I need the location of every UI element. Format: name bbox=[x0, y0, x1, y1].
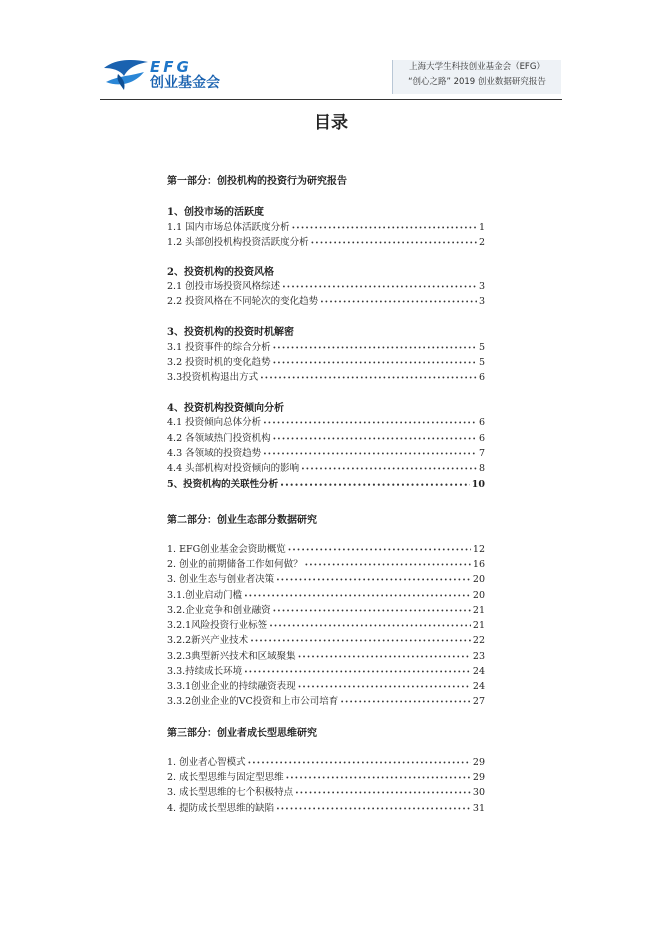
toc-entry[interactable] bbox=[167, 800, 485, 814]
toc-entry[interactable] bbox=[167, 430, 485, 444]
toc-page: 23 bbox=[472, 651, 485, 662]
leader-dots bbox=[288, 544, 471, 555]
logo-cn-text: 创业基金会 bbox=[150, 75, 220, 91]
section-4-title: 4、投资机构投资倾向分析 bbox=[167, 403, 284, 414]
toc-label: 2.1 创投市场投资风格综述 bbox=[167, 281, 281, 292]
toc-label: 4.1 投资倾向总体分析 bbox=[167, 417, 262, 428]
toc-entry[interactable] bbox=[167, 339, 485, 353]
toc-entry[interactable] bbox=[167, 541, 485, 555]
leader-dots bbox=[340, 696, 471, 707]
section-3-title: 3、投资机构的投资时机解密 bbox=[167, 327, 294, 338]
toc-label: 3.2.3典型新兴技术和区域聚集 bbox=[167, 651, 296, 662]
toc-page: 29 bbox=[472, 772, 485, 783]
header-divider bbox=[100, 99, 562, 100]
toc-page: 5 bbox=[478, 342, 485, 353]
toc-page: 27 bbox=[472, 696, 485, 707]
toc-page: 5 bbox=[478, 357, 485, 368]
toc-label: 3.2 投资时机的变化趋势 bbox=[167, 357, 271, 368]
toc-page: 16 bbox=[472, 559, 485, 570]
report-header-box bbox=[392, 60, 561, 94]
toc-page: 20 bbox=[472, 574, 485, 585]
toc-label: 3.2.企业竞争和创业融资 bbox=[167, 605, 271, 616]
toc-label: 3.3投资机构退出方式 bbox=[167, 372, 259, 383]
toc-page: 1 bbox=[478, 222, 485, 233]
leader-dots bbox=[298, 681, 471, 692]
toc-page: 31 bbox=[472, 803, 485, 814]
leader-dots bbox=[244, 590, 471, 601]
toc-entry[interactable] bbox=[167, 293, 485, 307]
leader-dots bbox=[273, 433, 477, 444]
toc-entry[interactable] bbox=[167, 369, 485, 383]
leader-dots bbox=[286, 772, 471, 783]
toc-page: 8 bbox=[478, 463, 485, 474]
toc-label: 3.2.2新兴产业技术 bbox=[167, 635, 249, 646]
leader-dots bbox=[282, 281, 477, 292]
toc-label: 3.2.1风险投资行业标签 bbox=[167, 620, 268, 631]
leader-dots bbox=[248, 757, 471, 768]
toc-entry[interactable] bbox=[167, 460, 485, 474]
toc-entry[interactable] bbox=[167, 571, 485, 585]
toc-entry[interactable] bbox=[167, 632, 485, 646]
toc-page: 29 bbox=[472, 757, 485, 768]
leader-dots bbox=[301, 463, 477, 474]
toc-label: 4.2 各领域热门投资机构 bbox=[167, 433, 271, 444]
toc-entry[interactable] bbox=[167, 663, 485, 677]
section-2-title: 2、投资机构的投资风格 bbox=[167, 267, 274, 278]
page-header bbox=[0, 0, 662, 100]
toc-page: 30 bbox=[472, 787, 485, 798]
toc-label: 3. 创业生态与创业者决策 bbox=[167, 574, 275, 585]
toc-page: 10 bbox=[471, 479, 485, 490]
toc-label: 2. 成长型思维与固定型思维 bbox=[167, 772, 284, 783]
toc-page: 21 bbox=[472, 605, 485, 616]
leader-dots bbox=[295, 787, 471, 798]
leader-dots bbox=[276, 803, 471, 814]
leader-dots bbox=[311, 237, 477, 248]
toc-entry[interactable] bbox=[167, 414, 485, 428]
section-1-title: 1、创投市场的活跃度 bbox=[167, 207, 264, 218]
toc-entry[interactable] bbox=[167, 784, 485, 798]
toc-page: 22 bbox=[472, 635, 485, 646]
leader-dots bbox=[273, 357, 477, 368]
leader-dots bbox=[305, 559, 471, 570]
toc-page: 6 bbox=[478, 417, 485, 428]
toc-page: 24 bbox=[472, 681, 485, 692]
toc-page: 6 bbox=[478, 433, 485, 444]
leader-dots bbox=[276, 574, 471, 585]
toc-entry[interactable] bbox=[167, 234, 485, 248]
toc-label: 2.2 投资风格在不同轮次的变化趋势 bbox=[167, 296, 319, 307]
toc-entry[interactable] bbox=[167, 648, 485, 662]
toc-entry[interactable] bbox=[167, 445, 485, 459]
toc-entry[interactable] bbox=[167, 617, 485, 631]
toc-label: 3.3.持续成长环境 bbox=[167, 666, 243, 677]
toc-entry[interactable] bbox=[167, 278, 485, 292]
toc-entry[interactable] bbox=[167, 769, 485, 783]
toc-page: 20 bbox=[472, 590, 485, 601]
toc-label: 3.1 投资事件的综合分析 bbox=[167, 342, 271, 353]
leader-dots bbox=[269, 620, 471, 631]
toc-entry[interactable] bbox=[167, 354, 485, 368]
leader-dots bbox=[260, 372, 477, 383]
toc-page: 3 bbox=[478, 281, 485, 292]
toc-label: 4.4 头部机构对投资倾向的影响 bbox=[167, 463, 300, 474]
toc-entry[interactable] bbox=[167, 476, 485, 490]
logo-efg-text: EFG bbox=[150, 58, 192, 76]
efg-logo bbox=[100, 56, 240, 92]
toc-page: 2 bbox=[478, 237, 485, 248]
toc-entry[interactable] bbox=[167, 587, 485, 601]
toc-page: 21 bbox=[472, 620, 485, 631]
leader-dots bbox=[263, 448, 477, 459]
toc-label: 1. EFG创业基金会资助概览 bbox=[167, 544, 286, 555]
leader-dots bbox=[320, 296, 477, 307]
leader-dots bbox=[244, 666, 471, 677]
toc-entry[interactable] bbox=[167, 693, 485, 707]
toc-page: 12 bbox=[472, 544, 485, 555]
leader-dots bbox=[263, 417, 477, 428]
toc-label: 3.3.1创业企业的持续融资表现 bbox=[167, 681, 296, 692]
toc-entry[interactable] bbox=[167, 678, 485, 692]
toc-label: 3. 成长型思维的七个积极特点 bbox=[167, 787, 294, 798]
toc-page: 24 bbox=[472, 666, 485, 677]
toc-page: 3 bbox=[478, 296, 485, 307]
toc-page: 6 bbox=[478, 372, 485, 383]
toc-page: 7 bbox=[478, 448, 485, 459]
toc-label: 2. 创业的前期储备工作如何做？ bbox=[167, 559, 303, 570]
toc-label: 4.3 各领域的投资趋势 bbox=[167, 448, 262, 459]
toc-entry[interactable] bbox=[167, 602, 485, 616]
toc-label: 1.2 头部创投机构投资活跃度分析 bbox=[167, 237, 309, 248]
leader-dots bbox=[298, 651, 471, 662]
part-3-title: 第三部分：创业者成长型思维研究 bbox=[167, 728, 317, 739]
toc-label: 1.1 国内市场总体活跃度分析 bbox=[167, 222, 290, 233]
leader-dots bbox=[292, 222, 477, 233]
leader-dots bbox=[250, 635, 471, 646]
header-line-2: “创心之路” 2019 创业数据研究报告 bbox=[408, 77, 546, 87]
toc-label: 1. 创业者心智模式 bbox=[167, 757, 246, 768]
header-line-1: 上海大学生科技创业基金会（EFG） bbox=[409, 62, 545, 72]
part-1-title: 第一部分：创投机构的投资行为研究报告 bbox=[167, 176, 347, 187]
bird-logo-icon bbox=[100, 56, 150, 92]
toc-label: 5、投资机构的关联性分析 bbox=[167, 479, 279, 490]
toc-label: 4. 提防成长型思维的缺陷 bbox=[167, 803, 275, 814]
part-2-title: 第二部分：创业生态部分数据研究 bbox=[167, 515, 317, 526]
leader-dots bbox=[273, 342, 477, 353]
page-title: 目录 bbox=[314, 113, 348, 133]
leader-dots bbox=[280, 479, 470, 490]
toc-label: 3.3.2创业企业的VC投资和上市公司培育 bbox=[167, 696, 339, 707]
toc-entry[interactable] bbox=[167, 556, 485, 570]
toc-entry[interactable] bbox=[167, 754, 485, 768]
toc-label: 3.1.创业启动门槛 bbox=[167, 590, 243, 601]
leader-dots bbox=[273, 605, 471, 616]
toc-entry[interactable] bbox=[167, 219, 485, 233]
